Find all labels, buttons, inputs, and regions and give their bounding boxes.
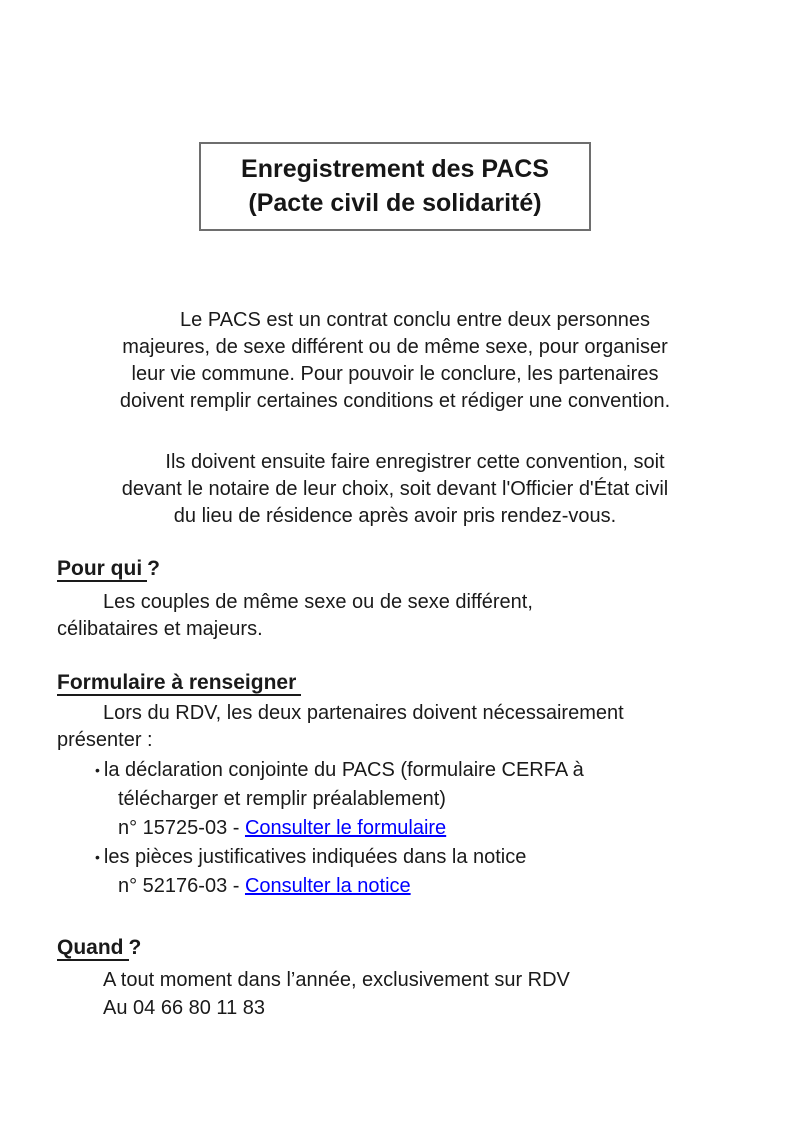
list-item [57,756,733,843]
list-item-line [57,756,733,785]
body-line: célibataires et majeurs. [57,618,263,640]
paragraph-line: devant le notaire de leur choix, soit devant l'Officier d'État civil [121,478,669,500]
paragraph-line: majeures, de sexe différent ou de même sexe, pour organiser [122,336,668,358]
phone-number: Au 04 66 80 11 83 [103,997,265,1019]
intro-paragraph-1 [57,307,733,415]
body-line: présenter : [57,729,153,751]
paragraph-line: leur vie commune. Pour pouvoir le conclure, les partenaires [131,363,659,385]
heading-underlined-text: Formulaire à renseigner [57,671,301,696]
pour-qui-body [57,589,733,643]
list-item-reference [57,814,733,843]
paragraph-line: Ils doivent ensuite faire enregistrer cette convention, soit [165,451,665,473]
body-line: Les couples de même sexe ou de sexe différent, [103,591,533,613]
list-item-line: télécharger et remplir préalablement) [118,788,446,810]
heading-underlined-text: Quand [57,936,129,961]
link-consulter-notice[interactable]: Consulter la notice [244,875,411,897]
quand-body [57,966,733,1022]
heading-pour-qui [57,555,733,582]
title-line-1: Enregistrement des PACS [241,155,549,183]
body-line: A tout moment dans l’année, exclusivement sur RDV [103,969,570,991]
heading-punct: ? [128,936,142,959]
heading-underlined-text: Pour qui [57,557,147,582]
title-box [199,142,591,231]
list-item-line [57,843,733,872]
list-item [57,843,733,901]
list-item-reference [57,872,733,901]
heading-formulaire [57,669,733,696]
heading-quand [57,934,733,961]
paragraph-line: du lieu de résidence après avoir pris rendez-vous. [173,505,617,527]
form-number: n° 52176-03 - [118,875,245,897]
paragraph-line: Le PACS est un contrat conclu entre deux personnes [180,309,650,331]
bullet-list [57,756,733,901]
body-line: Lors du RDV, les deux partenaires doivent nécessairement [103,702,624,724]
link-consulter-formulaire[interactable]: Consulter le formulaire [244,817,447,839]
list-item-text: les pièces justificatives indiquées dans la notice [103,846,527,868]
form-number: n° 15725-03 - [118,817,245,839]
paragraph-line: doivent remplir certaines conditions et rédiger une convention. [119,390,671,412]
intro-paragraph-2 [57,449,733,530]
bullet-icon: • [95,762,100,778]
list-item-text: la déclaration conjointe du PACS (formulaire CERFA à [103,759,584,781]
title-line-2: (Pacte civil de solidarité) [248,189,542,217]
heading-punct: ? [147,557,160,580]
formulaire-intro [57,700,733,754]
bullet-icon: • [95,849,100,865]
